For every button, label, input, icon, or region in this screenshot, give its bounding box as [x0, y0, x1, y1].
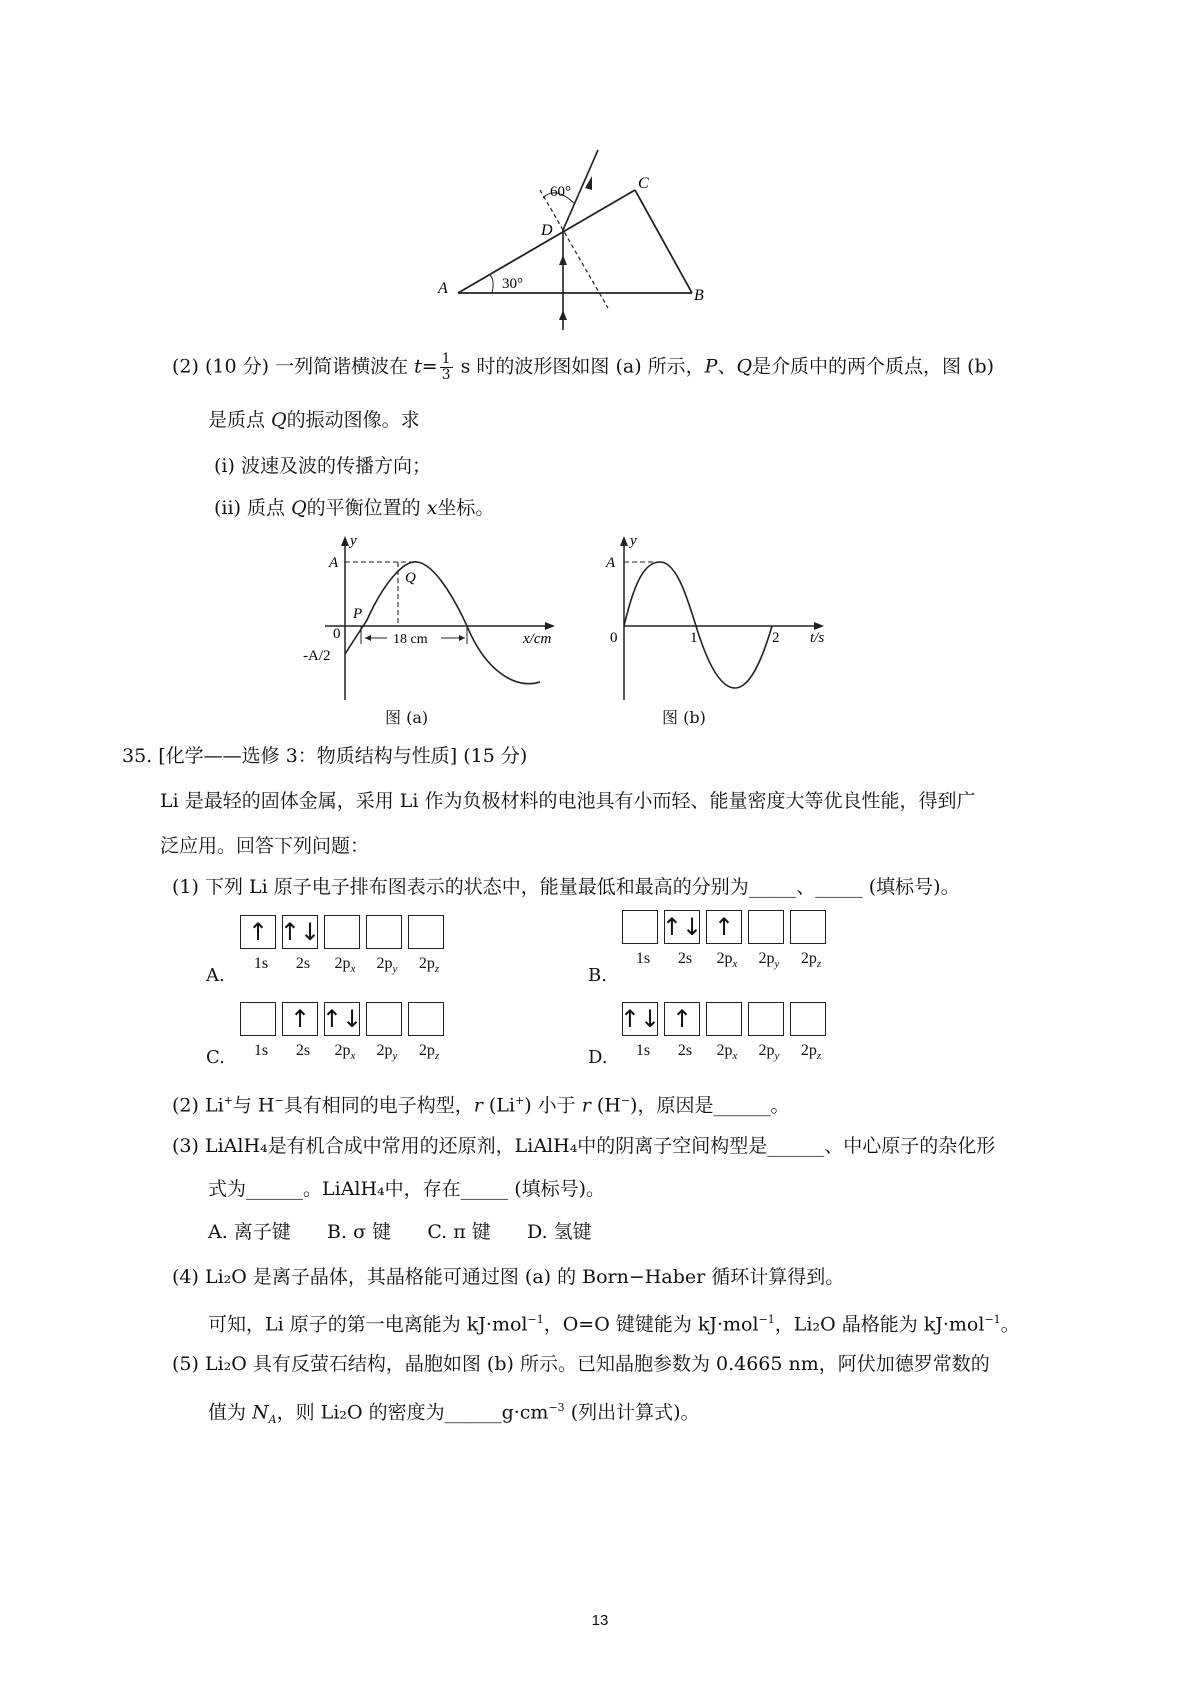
t-axis-label: t/s: [810, 630, 825, 646]
orbital-box: [790, 910, 826, 944]
q35-part2: [172, 1087, 789, 1119]
q35-part4-line1: (4) Li₂O 是离子晶体，其晶格能可通过图 (a) 的 Born−Haber 循环计算得到。: [172, 1266, 845, 1288]
orbital-diagram-c: [240, 1002, 450, 1062]
orbital-box: [324, 915, 360, 949]
orbital-box: [748, 910, 784, 944]
prism-diagram: [430, 140, 770, 340]
distance-label: 18 cm: [393, 632, 428, 647]
q35-intro-line2: 泛应用。回答下列问题：: [160, 835, 370, 857]
text-run: (H: [590, 1094, 621, 1117]
orbital-box: [408, 1002, 444, 1036]
point-q-label: Q: [405, 570, 416, 586]
q2-text: 一列简谐横波在: [275, 355, 415, 378]
text-run: )，原因是______。: [630, 1094, 790, 1117]
orbital-box: [622, 910, 658, 944]
q2-text: 的平衡位置的: [306, 497, 427, 519]
q35-part5-line2: [208, 1394, 700, 1434]
orbital-box: ↑↓: [282, 915, 318, 949]
orbital-label-1s: 1s: [635, 1042, 651, 1059]
text-run: 具有相同的电子构型，: [283, 1094, 474, 1117]
superscript: −3: [548, 1401, 565, 1414]
avogadro-symbol: N: [252, 1401, 269, 1424]
q2-number: (2): [172, 355, 199, 378]
orbital-box: ↑↓: [324, 1002, 360, 1036]
orbital-box: ↑↓: [664, 910, 700, 944]
orbital-box: ↑↓: [622, 1002, 658, 1036]
text-run: (Li: [482, 1094, 515, 1117]
q2-text: 是质点: [208, 409, 272, 431]
text-run: ，则 Li₂O 的密度为______g·cm: [276, 1401, 549, 1424]
q2-line1: [172, 352, 994, 383]
text-run: (2) Li: [172, 1094, 224, 1117]
orbital-label-2py: $2p_y$: [376, 955, 398, 976]
q35-part4-line2: [208, 1306, 1020, 1338]
q2-text: s 时的波形图如图 (a) 所示，: [454, 355, 705, 378]
q2-text: 是介质中的两个质点，图 (b): [752, 355, 995, 378]
figure-b-caption: 图 (b): [662, 708, 706, 727]
text-run: ) 小于: [524, 1094, 582, 1117]
option-a-letter: A.: [206, 965, 225, 986]
orbital-label-1s: 1s: [635, 950, 651, 967]
equals-sign: =: [421, 355, 438, 378]
point-p-label: P: [353, 606, 363, 622]
orbital-diagram-a: [240, 915, 450, 975]
orbital-label-2pz: $2p_z$: [418, 1042, 440, 1063]
origin-label: 0: [610, 630, 618, 646]
angle-60-label: 60°: [550, 184, 571, 200]
vertex-c-label: C: [638, 175, 649, 192]
text-run: 与 H: [232, 1094, 275, 1117]
y-axis-label: y: [350, 533, 357, 549]
fraction-numerator: 1: [441, 351, 451, 367]
orbital-label-2py: $2p_y$: [758, 1042, 780, 1063]
fraction-denominator: 3: [441, 367, 451, 383]
superscript: +: [223, 1094, 233, 1107]
x-axis-label: x/cm: [523, 631, 552, 647]
superscript: +: [514, 1094, 525, 1107]
orbital-label-2px: $2p_x$: [334, 1042, 356, 1063]
origin-label: 0: [333, 626, 341, 642]
y-axis-label: y: [630, 533, 637, 549]
orbital-box: [790, 1002, 826, 1036]
subscript: A: [268, 1413, 277, 1427]
orbital-label-2s: 2s: [295, 1042, 311, 1059]
orbital-box: [748, 1002, 784, 1036]
orbital-box: [366, 1002, 402, 1036]
orbital-label-2s: 2s: [677, 950, 693, 967]
text-run: 值为: [208, 1401, 253, 1424]
q2-text: 坐标。: [437, 497, 495, 519]
superscript: −1: [758, 1313, 775, 1326]
t-variable: t: [414, 355, 422, 378]
text-run: 。: [1000, 1313, 1020, 1336]
point-q: Q: [271, 409, 287, 431]
text-run: 可知，Li 原子的第一电离能为 kJ·mol: [208, 1313, 528, 1336]
orbital-label-2px: $2p_x$: [716, 950, 738, 971]
orbital-label-2px: $2p_x$: [334, 955, 356, 976]
orbital-box: [706, 1002, 742, 1036]
separator: 、: [717, 355, 737, 378]
orbital-label-2pz: $2p_z$: [800, 950, 822, 971]
option-c-letter: C.: [206, 1047, 225, 1068]
t2-tick-label: 2: [772, 630, 780, 646]
orbital-box: ↑: [282, 1002, 318, 1036]
q2-line2: [208, 406, 420, 434]
q2-sub-ii: [214, 494, 494, 522]
q2-score: (10 分): [204, 355, 270, 378]
orbital-label-2s: 2s: [295, 955, 311, 972]
orbital-label-1s: 1s: [253, 1042, 269, 1059]
q35-title: 35. [化学——选修 3：物质结构与性质] (15 分): [122, 745, 528, 767]
amplitude-label: A: [329, 555, 339, 571]
orbital-box: ↑: [664, 1002, 700, 1036]
vibration-graph: [600, 530, 840, 710]
orbital-box: [240, 1002, 276, 1036]
orbital-label-2pz: $2p_z$: [800, 1042, 822, 1063]
q35-intro-line1: Li 是最轻的固体金属，采用 Li 作为负极材料的电池具有小而轻、能量密度大等优良性能，得到广: [160, 790, 976, 812]
orbital-label-2py: $2p_y$: [758, 950, 780, 971]
t1-tick-label: 1: [690, 630, 698, 646]
text-run: ，Li₂O 晶格能为 kJ·mol: [774, 1313, 985, 1336]
x-variable: x: [426, 497, 438, 519]
orbital-diagram-b: [622, 910, 832, 970]
option-d-letter: D.: [588, 1047, 608, 1068]
q2-text: (ii) 质点: [214, 497, 292, 519]
vertex-a-label: A: [438, 280, 448, 297]
radius-variable: r: [473, 1094, 483, 1117]
q2-text: 的振动图像。求: [286, 409, 420, 431]
q35-part5-line1: (5) Li₂O 具有反萤石结构，晶胞如图 (b) 所示。已知晶胞参数为 0.4665 nm，阿伏加德罗常数的: [172, 1353, 990, 1375]
orbital-label-2s: 2s: [677, 1042, 693, 1059]
amplitude-label: A: [606, 555, 616, 571]
orbital-box: [408, 915, 444, 949]
superscript: −1: [527, 1313, 544, 1326]
q35-part3-line2: 式为______。LiAlH₄中，存在_____ (填标号)。: [208, 1178, 606, 1200]
vertex-b-label: B: [694, 287, 704, 304]
orbital-diagram-d: [619, 1002, 832, 1063]
figure-a-caption: 图 (a): [385, 708, 429, 727]
radius-variable: r: [581, 1094, 591, 1117]
superscript: −1: [984, 1313, 1001, 1326]
orbital-box: [366, 915, 402, 949]
superscript: −: [274, 1094, 284, 1107]
orbital-label-2px: $2p_x$: [716, 1042, 738, 1063]
point-d-label: D: [541, 222, 553, 239]
orbital-label-2py: $2p_y$: [376, 1042, 398, 1063]
point-q: Q: [736, 355, 753, 378]
q35-part1: (1) 下列 Li 原子电子排布图表示的状态中，能量最低和最高的分别为_____、_____ (填标号)。: [172, 876, 960, 898]
superscript: −: [620, 1094, 631, 1107]
q2-sub-i: (i) 波速及波的传播方向；: [214, 455, 431, 477]
orbital-box: ↑: [240, 915, 276, 949]
text-run: (列出计算式)。: [564, 1401, 700, 1424]
orbital-box: ↑: [706, 910, 742, 944]
q35-part3-line1: (3) LiAlH₄是有机合成中常用的还原剂，LiAlH₄中的阴离子空间构型是______、中心原子的杂化形: [172, 1135, 996, 1157]
fraction-one-third: [440, 352, 453, 383]
point-q: Q: [291, 497, 307, 519]
orbital-label-2pz: $2p_z$: [418, 955, 440, 976]
orbital-label-1s: 1s: [253, 955, 269, 972]
waveform-graph: [295, 530, 575, 710]
point-p: P: [704, 355, 718, 378]
neg-half-amplitude-label: -A/2: [303, 648, 331, 664]
q35-part3-options: A. 离子键 B. σ 键 C. π 键 D. 氢键: [208, 1221, 592, 1243]
angle-30-label: 30°: [502, 276, 523, 292]
text-run: ，O=O 键键能为 kJ·mol: [543, 1313, 759, 1336]
page-number: 13: [591, 1612, 609, 1629]
option-b-letter: B.: [588, 965, 607, 986]
